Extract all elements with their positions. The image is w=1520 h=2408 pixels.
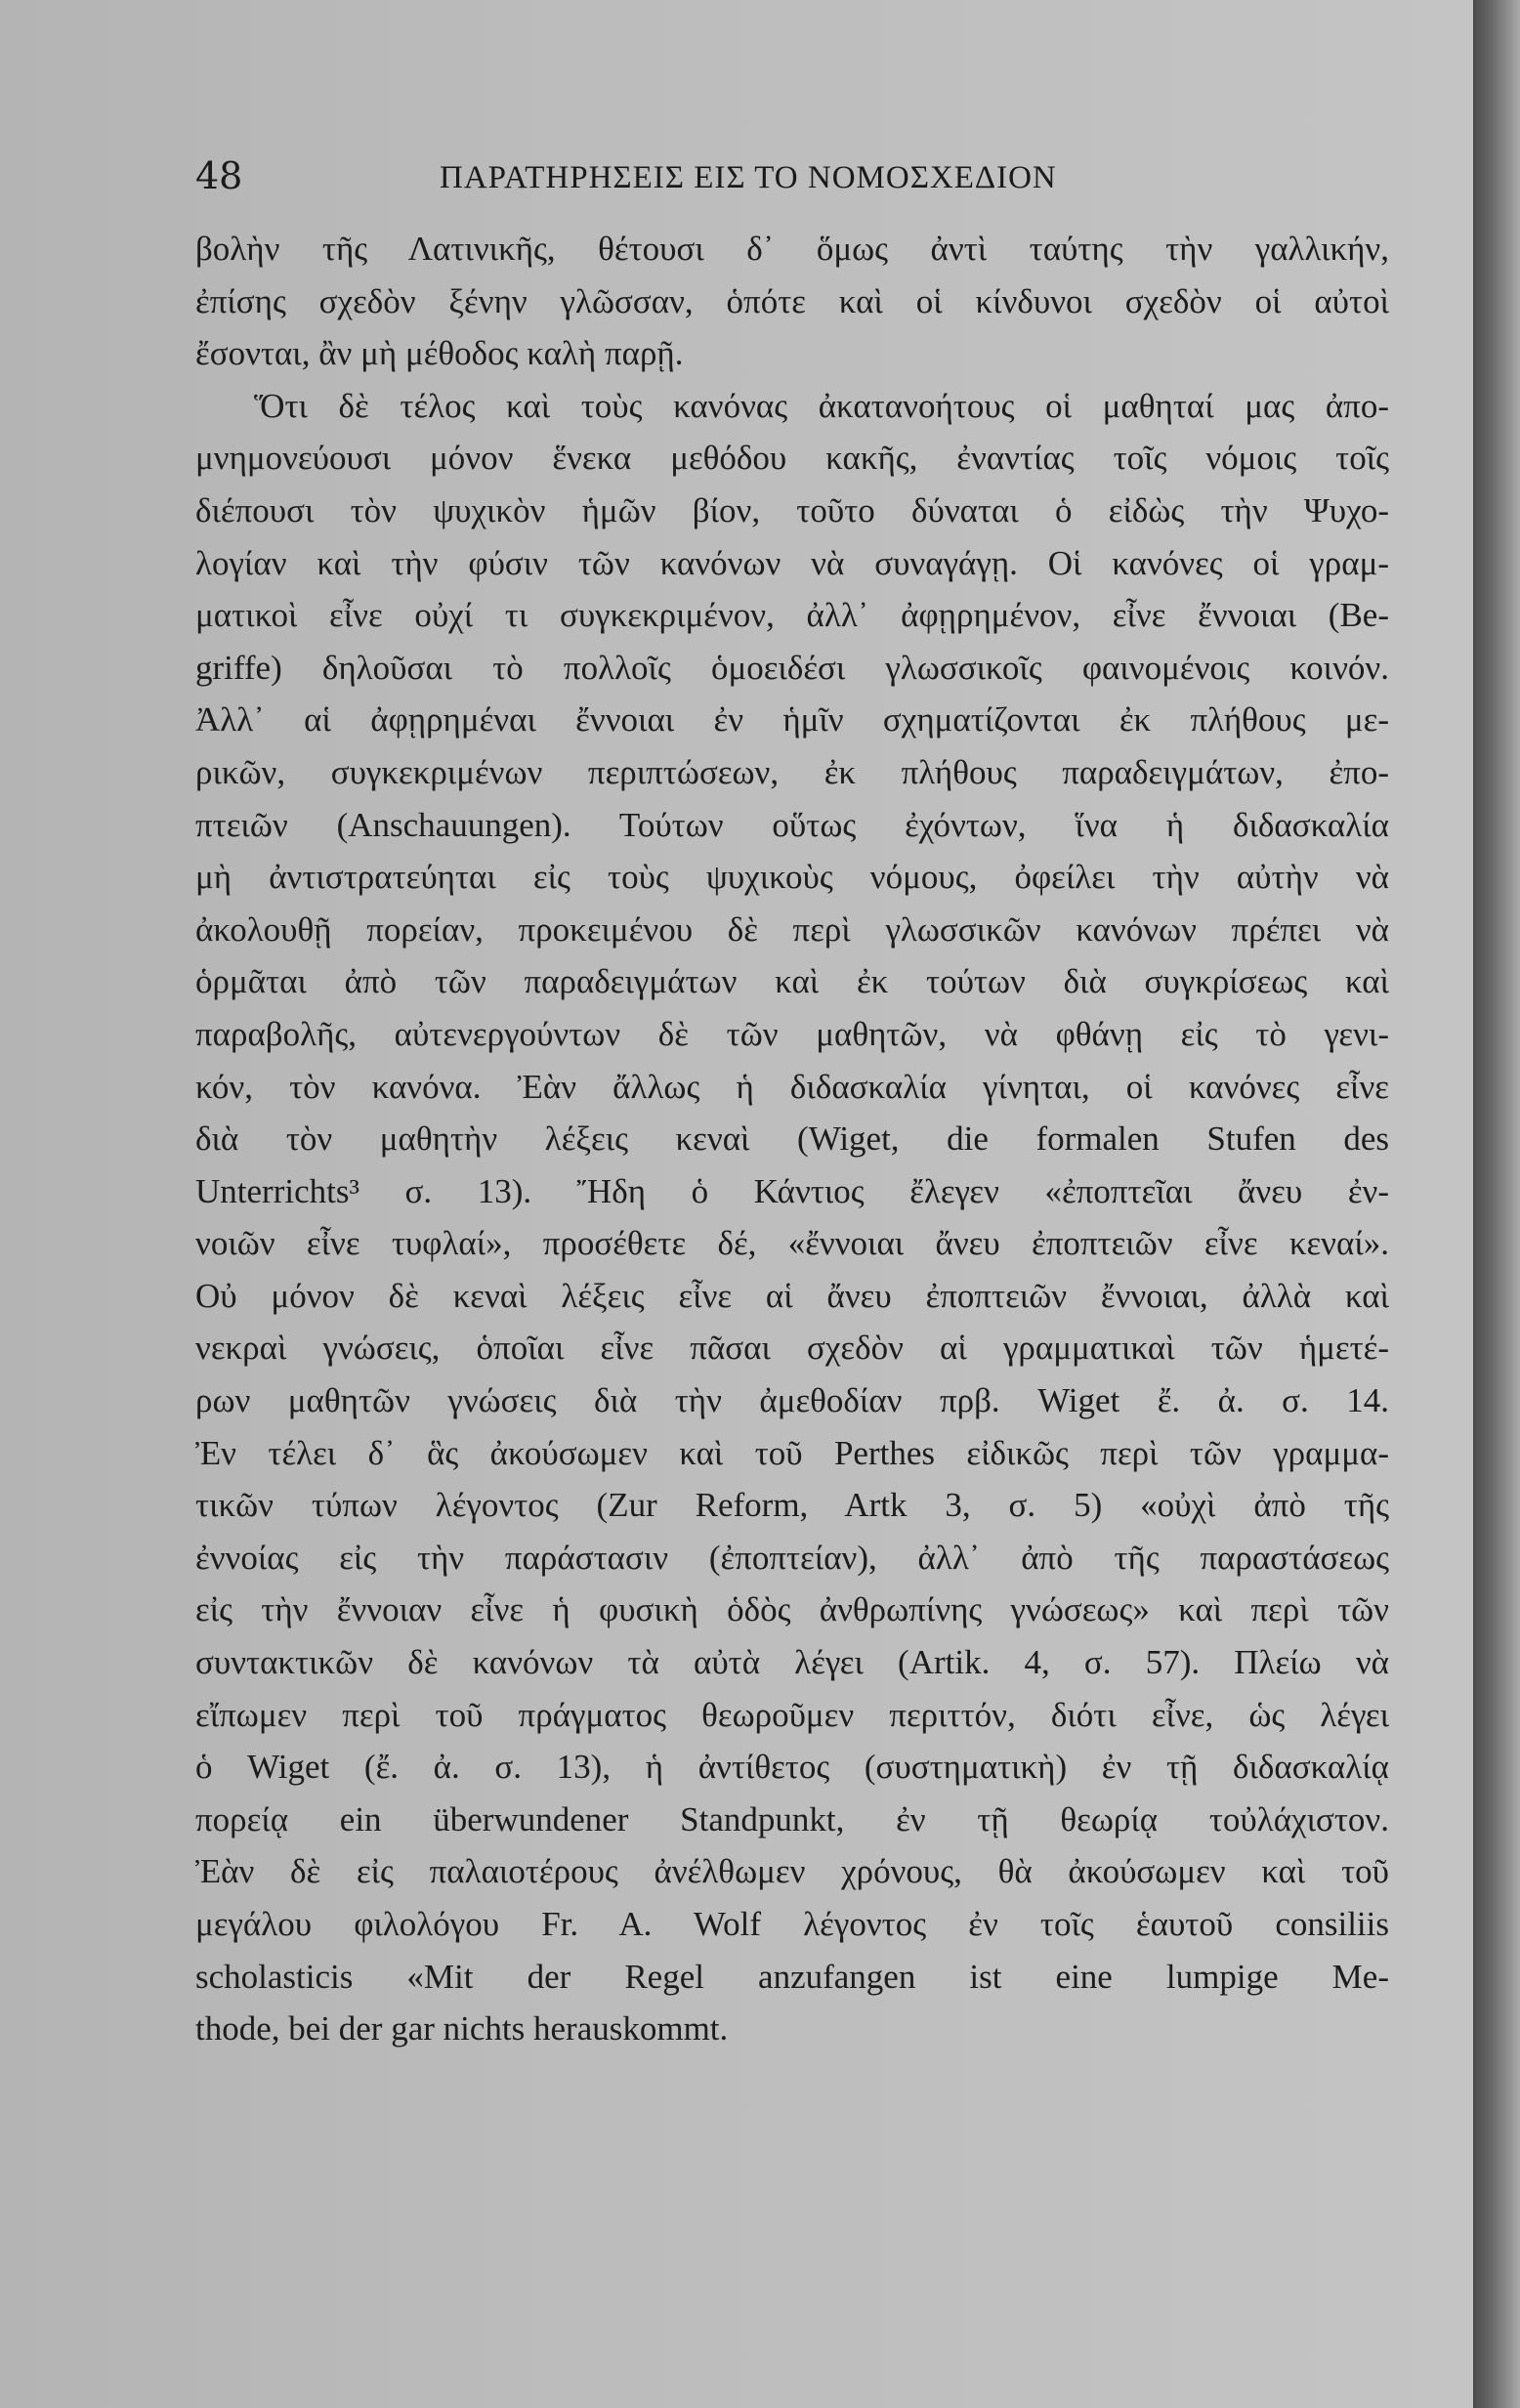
text-line: ρων μαθητῶν γνώσεις διὰ τὴν ἀμεθοδίαν πρβ. Wiget ἔ. ἀ. σ. 14. bbox=[195, 1381, 1389, 1420]
text-line: νεκραὶ γνώσεις, ὁποῖαι εἶνε πᾶσαι σχεδὸν αἱ γραμματικαὶ τῶν ἡμετέ- bbox=[195, 1329, 1389, 1368]
text-line: διέπουσι τὸν ψυχικὸν ἡμῶν βίον, τοῦτο δύναται ὁ εἰδὼς τὴν Ψυχο- bbox=[195, 490, 1389, 529]
text-line: Ἀλλ᾽ αἱ ἀφῃρημέναι ἔννοιαι ἐν ἡμῖν σχηματίζονται ἐκ πλήθους με- bbox=[195, 700, 1389, 739]
running-title: ΠΑΡΑΤΗΡΗΣΕΙΣ ΕΙΣ ΤΟ ΝΟΜΟΣΧΕΔΙΟΝ bbox=[440, 160, 1057, 195]
text-line: Οὐ μόνον δὲ κεναὶ λέξεις εἶνε αἱ ἄνευ ἐποπτειῶν ἔννοιαι, ἀλλὰ καὶ bbox=[195, 1276, 1389, 1315]
text-line: κόν, τὸν κανόνα. Ἐὰν ἄλλως ἡ διδασκαλία γίνηται, οἱ κανόνες εἶνε bbox=[195, 1067, 1389, 1106]
text-line: πορείᾳ ein überwundener Standpunkt, ἐν τῇ θεωρίᾳ τοὐλάχιστον. bbox=[195, 1799, 1389, 1838]
text-line: μνημονεύουσι μόνον ἕνεκα μεθόδου κακῆς, ἐναντίας τοῖς νόμοις τοῖς bbox=[195, 439, 1389, 478]
text-line: διὰ τὸν μαθητὴν λέξεις κεναὶ (Wiget, die formalen Stufen des bbox=[195, 1120, 1389, 1159]
text-line: scholasticis «Mit der Regel anzufangen ist eine lumpige Me- bbox=[195, 1957, 1389, 1996]
text-line: συντακτικῶν δὲ κανόνων τὰ αὐτὰ λέγει (Artik. 4, σ. 57). Πλείω νὰ bbox=[195, 1643, 1389, 1682]
text-line: ἔσονται, ἂν μὴ μέθοδος καλὴ παρῇ. bbox=[195, 334, 684, 373]
text-line: νοιῶν εἶνε τυφλαί», προσέθετε δέ, «ἔννοιαι ἄνευ ἐποπτειῶν εἶνε κεναί». bbox=[195, 1224, 1389, 1263]
text-line: πτειῶν (Anschauungen). Τούτων οὕτως ἐχόντων, ἵνα ἡ διδασκαλία bbox=[195, 805, 1389, 844]
text-line: Ἐν τέλει δ᾽ ἃς ἀκούσωμεν καὶ τοῦ Perthes εἰδικῶς περὶ τῶν γραμμα- bbox=[195, 1433, 1389, 1472]
body-text bbox=[195, 223, 1389, 2055]
text-line: ὁρμᾶται ἀπὸ τῶν παραδειγμάτων καὶ ἐκ τούτων διὰ συγκρίσεως καὶ bbox=[195, 962, 1389, 1001]
text-line: Ἐὰν δὲ εἰς παλαιοτέρους ἀνέλθωμεν χρόνους, θὰ ἀκούσωμεν καὶ τοῦ bbox=[195, 1852, 1389, 1891]
text-line: βολὴν τῆς Λατινικῆς, θέτουσι δ᾽ ὅμως ἀντὶ ταύτης τὴν γαλλικήν, bbox=[195, 230, 1389, 268]
text-line: παραβολῆς, αὐτενεργούντων δὲ τῶν μαθητῶν, νὰ φθάνῃ εἰς τὸ γενι- bbox=[195, 1014, 1389, 1053]
text-line: μεγάλου φιλολόγου Fr. A. Wolf λέγοντος ἐν τοῖς ἑαυτοῦ consiliis bbox=[195, 1905, 1389, 1943]
text-line: Unterrichts³ σ. 13). Ἤδη ὁ Κάντιος ἔλεγεν «ἐποπτεῖαι ἄνευ ἐν- bbox=[195, 1171, 1389, 1210]
text-line: λογίαν καὶ τὴν φύσιν τῶν κανόνων νὰ συναγάγῃ. Οἱ κανόνες οἱ γραμ- bbox=[195, 543, 1389, 582]
text-line: griffe) δηλοῦσαι τὸ πολλοῖς ὁμοειδέσι γλωσσικοῖς φαινομένοις κοινόν. bbox=[195, 648, 1389, 687]
text-line: εἰς τὴν ἔννοιαν εἶνε ἡ φυσικὴ ὁδὸς ἀνθρωπίνης γνώσεως» καὶ περὶ τῶν bbox=[195, 1590, 1389, 1629]
text-line: ὁ Wiget (ἔ. ἀ. σ. 13), ἡ ἀντίθετος (συστηματικὴ) ἐν τῇ διδασκαλίᾳ bbox=[195, 1748, 1389, 1787]
text-line: μὴ ἀντιστρατεύηται εἰς τοὺς ψυχικοὺς νόμους, ὀφείλει τὴν αὐτὴν νὰ bbox=[195, 858, 1389, 897]
text-line: ἐπίσης σχεδὸν ξένην γλῶσσαν, ὁπότε καὶ οἱ κίνδυνοι σχεδὸν οἱ αὐτοὶ bbox=[195, 281, 1389, 320]
binding-gutter bbox=[1473, 0, 1520, 2408]
text-line: ἀκολουθῇ πορείαν, προκειμένου δὲ περὶ γλωσσικῶν κανόνων πρέπει νὰ bbox=[195, 909, 1389, 949]
text-line: ρικῶν, συγκεκριμένων περιπτώσεων, ἐκ πλήθους παραδειγμάτων, ἐπο- bbox=[195, 752, 1389, 791]
text-line: ἐννοίας εἰς τὴν παράστασιν (ἐποπτείαν), ἀλλ᾽ ἀπὸ τῆς παραστάσεως bbox=[195, 1538, 1389, 1577]
page-number: 48 bbox=[195, 154, 243, 197]
text-line: ματικοὶ εἶνε οὐχί τι συγκεκριμένον, ἀλλ᾽ ἀφῃρημένον, εἶνε ἔννοιαι (Be- bbox=[195, 596, 1389, 635]
page-header bbox=[195, 154, 1387, 203]
text-line: εἴπωμεν περὶ τοῦ πράγματος θεωροῦμεν περιττόν, διότι εἶνε, ὡς λέγει bbox=[195, 1695, 1389, 1734]
text-line: Ὅτι δὲ τέλος καὶ τοὺς κανόνας ἀκατανοήτους οἱ μαθηταί μας ἀπο- bbox=[254, 386, 1389, 425]
text-line: thode, bei der gar nichts herauskommt. bbox=[195, 2009, 729, 2049]
text-line: τικῶν τύπων λέγοντος (Zur Reform, Artk 3, σ. 5) «οὐχὶ ἀπὸ τῆς bbox=[195, 1486, 1389, 1525]
